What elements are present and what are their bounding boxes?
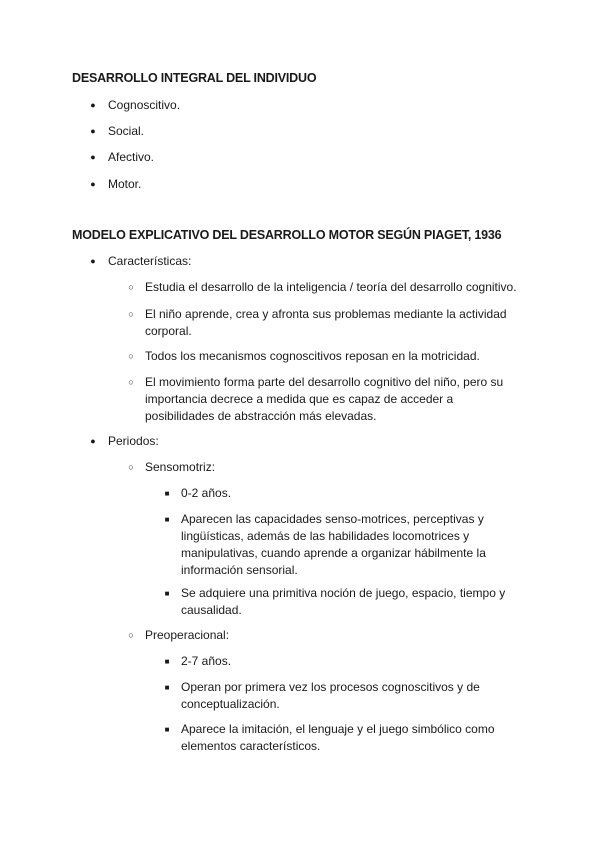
list-item: 0-2 años. (181, 486, 232, 500)
list-item: Aparecen las capacidades senso-motrices, perceptivas y lingüísticas, además de las habilidades locomotrices y manipulativas, cuando aprende a organizar hábilmente la información sensorial. (181, 512, 486, 577)
bullet-circle-icon: ○ (128, 630, 134, 640)
list-item: Cognoscitivo. (108, 98, 181, 112)
preoperacional-label: Preoperacional: (145, 628, 230, 642)
caracteristicas-label: Características: (108, 254, 192, 268)
list-item: Social. (108, 124, 145, 138)
periodos-label: Periodos: (108, 434, 159, 448)
bullet-disc-icon: ● (90, 179, 96, 189)
list-item: Motor. (108, 177, 142, 191)
bullet-circle-icon: ○ (128, 351, 134, 361)
bullet-square-icon: ■ (164, 589, 170, 598)
section-1-title: DESARROLLO INTEGRAL DEL INDIVIDUO (72, 71, 317, 85)
list-item: Todos los mecanismos cognoscitivos reposan en la motricidad. (145, 349, 480, 363)
bullet-disc-icon: ● (90, 100, 96, 110)
bullet-circle-icon: ○ (128, 462, 134, 472)
bullet-disc-icon: ● (90, 256, 96, 266)
section-2-title: MODELO EXPLICATIVO DEL DESARROLLO MOTOR SEGÚN PIAGET, 1936 (72, 228, 502, 242)
bullet-circle-icon: ○ (128, 377, 134, 387)
list-item: El niño aprende, crea y afronta sus problemas mediante la actividad corporal. (145, 307, 507, 338)
list-item: Aparece la imitación, el lenguaje y el juego simbólico como elementos característicos. (181, 722, 495, 753)
bullet-disc-icon: ● (90, 126, 96, 136)
list-item: Estudia el desarrollo de la inteligencia / teoría del desarrollo cognitivo. (145, 280, 517, 294)
list-item: 2-7 años. (181, 654, 232, 668)
list-item: Afectivo. (108, 150, 155, 164)
bullet-square-icon: ■ (164, 725, 170, 734)
bullet-square-icon: ■ (164, 489, 170, 498)
list-item: El movimiento forma parte del desarrollo cognitivo del niño, pero su importancia decrece a medida que es capaz de acceder a posibilidades de abstracción más elevadas. (145, 375, 504, 423)
bullet-square-icon: ■ (164, 683, 170, 692)
bullet-square-icon: ■ (164, 657, 170, 666)
bullet-circle-icon: ○ (128, 309, 134, 319)
list-item: Se adquiere una primitiva noción de juego, espacio, tiempo y causalidad. (181, 586, 506, 617)
bullet-square-icon: ■ (164, 515, 170, 524)
bullet-disc-icon: ● (90, 152, 96, 162)
list-item: Operan por primera vez los procesos cognoscitivos y de conceptualización. (181, 680, 480, 711)
bullet-disc-icon: ● (90, 436, 96, 446)
sensomotriz-label: Sensomotriz: (145, 460, 216, 474)
bullet-circle-icon: ○ (128, 282, 134, 292)
